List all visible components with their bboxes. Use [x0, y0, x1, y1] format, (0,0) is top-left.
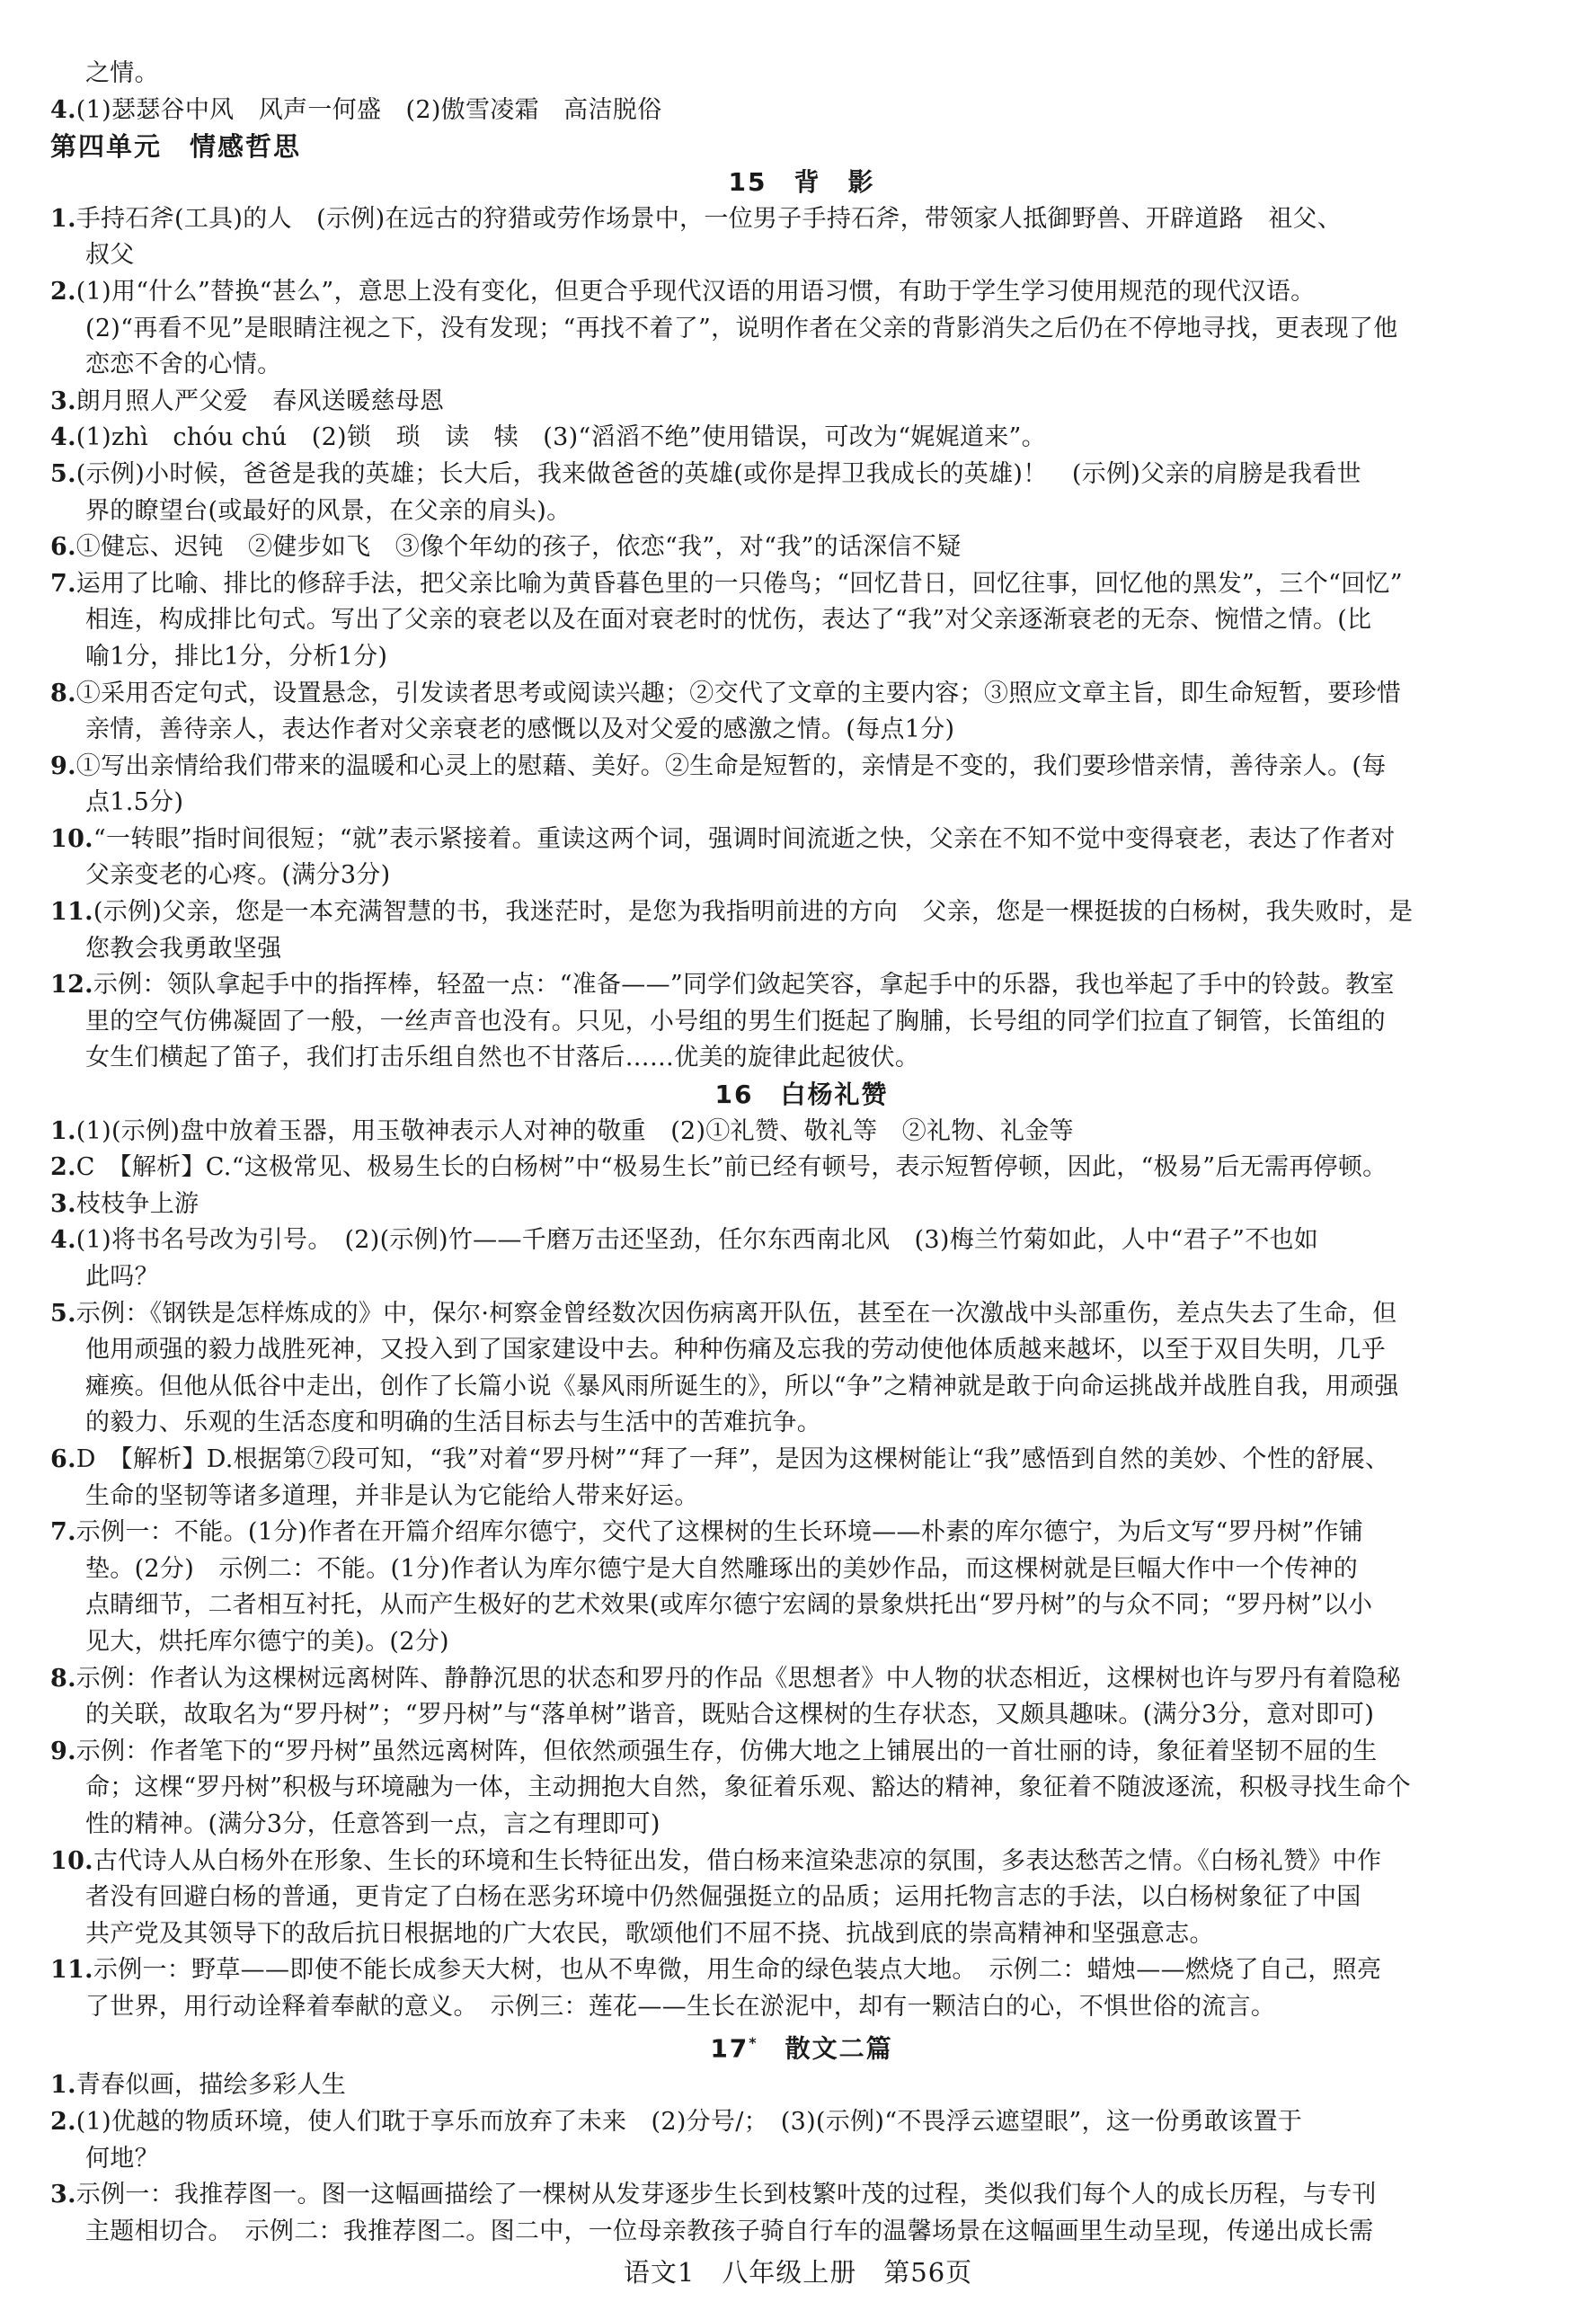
item-text: C 【解析】C.“这极常见、极易生长的白杨树”中“极易生长”前已经有顿号，表示短暂停顿，因此，“极易”后无需再停顿。: [75, 1153, 1388, 1182]
item-text: 叔父: [85, 241, 135, 270]
item-text: 相连，构成排比句式。写出了父亲的衰老以及在面对衰老时的忧伤，表达了“我”对父亲逐渐衰老的无奈、惋惜之情。(比: [85, 606, 1372, 635]
answer-continuation: [50, 1587, 1553, 1624]
item-number: 5.: [50, 459, 76, 488]
item-number: 10.: [50, 824, 93, 853]
item-text: (2)“再看不见”是眼睛注视之下，没有发现；“再找不着了”，说明作者在父亲的背影消失之后仍在不停地寻找，更表现了他: [85, 314, 1398, 342]
answer-item: [50, 2104, 1553, 2141]
item-number: 1.: [50, 204, 76, 233]
lesson-17-name: 散文二篇: [758, 2033, 893, 2064]
item-text: 运用了比喻、排比的修辞手法，把父亲比喻为黄昏暮色里的一只倦鸟；“回忆昔日，回忆往事，回忆他的黑发”，三个“回忆”: [75, 569, 1403, 598]
item-text: 枝枝争上游: [75, 1189, 200, 1218]
item-text: 朗月照人严父爱 春风送暖慈母恩: [75, 387, 445, 415]
item-text: 者没有回避白杨的普通，更肯定了白杨在恶劣环境中仍然倔强挺立的品质；运用托物言志的手法，以白杨树象征了中国: [85, 1883, 1361, 1912]
item-text: 性的精神。(满分3分，任意答到一点，言之有理即可): [85, 1809, 661, 1838]
answer-item: [50, 2177, 1553, 2214]
answer-item: [50, 274, 1553, 311]
item-text: 示例一：野草——即使不能长成参天大树，也从不卑微，用生命的绿色装点大地。 示例二：蜡烛——燃烧了自己，照亮: [93, 1956, 1382, 1985]
item-text: 何地？: [85, 2144, 159, 2173]
item-number: 3.: [50, 1189, 76, 1218]
item-text: 主题相切合。 示例二：我推荐图二。图二中，一位母亲教孩子骑自行车的温馨场景在这幅画里生动呈现，传递出成长需: [85, 2217, 1374, 2245]
item-text: “一转眼”指时间很短；“就”表示紧接着。重读这两个词，强调时间流逝之快，父亲在不知不觉中变得衰老，表达了作者对: [93, 824, 1396, 853]
answer-continuation: [50, 1369, 1553, 1406]
item-number: 6.: [50, 1444, 76, 1473]
item-text: (1)zhì chóu chú (2)锁 琐 读 犊 (3)“滔滔不绝”使用错误，可改为“娓娓道来”。: [75, 423, 1046, 452]
answer-item: [50, 566, 1553, 603]
item-text: ①健忘、迟钝 ②健步如飞 ③像个年幼的孩子，依恋“我”，对“我”的话深信不疑: [75, 533, 962, 562]
answer-item: [50, 457, 1553, 493]
answer-continuation: [50, 639, 1553, 676]
item-number: 7.: [50, 1518, 76, 1547]
item-text: 喻1分，排比1分，分析1分): [85, 642, 388, 671]
answer-item: [50, 749, 1553, 786]
item-number: 1.: [50, 2071, 76, 2100]
item-text: 点睛细节，二者相互衬托，从而产生极好的艺术效果(或库尔德宁宏阔的景象烘托出“罗丹树”的与众不同；“罗丹树”以小: [85, 1591, 1373, 1620]
answer-continuation: [50, 1332, 1553, 1369]
item-number: 4.: [50, 423, 76, 452]
item-number: 2.: [50, 2107, 76, 2136]
lesson-17-title: [50, 2025, 1553, 2067]
answer-item: [50, 1114, 1553, 1151]
answer-continuation: [50, 237, 1553, 274]
lesson-17-number: 17: [710, 2033, 749, 2064]
item-text: (1)(示例)盘中放着玉器，用玉敬神表示人对神的敬重 (2)①礼赞、敬礼等 ②礼物、礼金等: [75, 1116, 1074, 1145]
answer-item: [50, 2067, 1553, 2104]
item-text: 父亲变老的心疼。(满分3分): [85, 861, 391, 890]
item-number: 10.: [50, 1846, 93, 1875]
item-text: 示例：作者认为这棵树远离树阵、静静沉思的状态和罗丹的作品《思想者》中人物的状态相近，这棵树也许与罗丹有着隐秘: [75, 1664, 1401, 1693]
answer-continuation: [50, 1770, 1553, 1807]
item-text: 之情。: [85, 59, 159, 87]
item-number: 6.: [50, 533, 76, 562]
answer-continuation: [50, 493, 1553, 530]
item-text: 示例一：不能。(1分)作者在开篇介绍库尔德宁，交代了这棵树的生长环境——朴素的库尔德宁，为后文写“罗丹树”作铺: [75, 1518, 1364, 1547]
answer-continuation: [50, 347, 1553, 384]
item-text: 垫。(2分) 示例二：不能。(1分)作者认为库尔德宁是大自然雕琢出的美妙作品，而这棵树就是巨幅大作中一个传神的: [85, 1554, 1358, 1583]
item-text: 示例：领队拿起手中的指挥棒，轻盈一点：“准备——”同学们敛起笑容，拿起手中的乐器，我也举起了手中的铃鼓。教室: [93, 971, 1395, 1000]
item-text: 亲情，善待亲人，表达作者对父亲衰老的感慨以及对父爱的感激之情。(每点1分): [85, 715, 955, 744]
item-text: (1)优越的物质环境，使人们耽于享乐而放弃了未来 (2)分号/； (3)(示例)“不畏浮云遮望眼”，这一份勇敢该置于: [75, 2107, 1303, 2136]
answer-continuation: [50, 1989, 1553, 2026]
answer-item: [50, 529, 1553, 566]
optional-mark: *: [749, 2034, 758, 2052]
lesson-16-answers: [50, 1114, 1553, 2026]
item-number: 5.: [50, 1299, 76, 1328]
answer-item: [50, 894, 1553, 931]
answer-item: [50, 1734, 1553, 1771]
item-number: 8.: [50, 679, 76, 707]
answer-continuation: [50, 311, 1553, 348]
answer-item: [50, 967, 1553, 1004]
answer-item: [50, 1515, 1553, 1551]
item-number: 11.: [50, 1956, 93, 1985]
answer-continuation: [50, 1405, 1553, 1442]
item-text: 共产党及其领导下的敌后抗日根据地的广大农民，歌颂他们不屈不挠、抗战到底的崇高精神和坚强意志。: [85, 1919, 1214, 1948]
item-number: 3.: [50, 387, 76, 415]
answer-continuation: [50, 1004, 1553, 1041]
item-text: D 【解析】D.根据第⑦段可知，“我”对着“罗丹树”“拜了一拜”，是因为这棵树能让“我”感悟到自然的美妙、个性的舒展、: [75, 1444, 1390, 1473]
item-text: 此吗？: [85, 1263, 159, 1291]
item-text: 的关联，故取名为“罗丹树”；“罗丹树”与“落单树”谐音，既贴合这棵树的生存状态，又颇具趣味。(满分3分，意对即可): [85, 1701, 1375, 1729]
item-number: 4.: [50, 95, 76, 124]
answer-item: [50, 420, 1553, 457]
lesson-15-title: 15 背 影: [728, 167, 875, 198]
answer-item: [50, 201, 1553, 238]
answer-continuation: [50, 1040, 1553, 1077]
answer-continuation: [50, 1624, 1553, 1661]
item-text: 的毅力、乐观的生活态度和明确的生活目标去与生活中的苦难抗争。: [85, 1409, 821, 1437]
item-text: 他用顽强的毅力战胜死神，又投入到了国家建设中去。种种伤痛及忘我的劳动使他体质越来越坏，以至于双目失明，几乎: [85, 1336, 1386, 1364]
item-text: 见大，烘托库尔德宁的美)。(2分): [85, 1627, 449, 1656]
item-text: (1)用“什么”替换“甚么”，意思上没有变化，但更合乎现代汉语的用语习惯，有助于学生学习使用规范的现代汉语。: [75, 277, 1316, 306]
answer-item: [50, 676, 1553, 713]
item-number: 1.: [50, 1116, 76, 1145]
item-text: 示例：《钢铁是怎样炼成的》中，保尔·柯察金曾经数次因伤病离开队伍，甚至在一次激战中头部重伤，差点失去了生命，但: [75, 1299, 1397, 1328]
previous-unit-tail: [50, 56, 1553, 129]
answer-item: [50, 1296, 1553, 1333]
item-number: 9.: [50, 751, 76, 780]
item-text: 手持石斧(工具)的人 (示例)在远古的狩猎或劳作场景中，一位男子手持石斧，带领家人抵御野兽、开辟道路 祖父、: [75, 204, 1343, 233]
answer-continuation: [50, 56, 1553, 93]
item-text: 示例一：我推荐图一。图一这幅画描绘了一棵树从发芽逐步生长到枝繁叶茂的过程，类似我们每个人的成长历程，与专刊: [75, 2181, 1377, 2209]
item-number: 9.: [50, 1737, 76, 1765]
answer-item: [50, 384, 1553, 421]
item-text: ①写出亲情给我们带来的温暖和心灵上的慰藉、美好。②生命是短暂的，亲情是不变的，我们要珍惜亲情，善待亲人。(每: [75, 751, 1387, 780]
answer-continuation: [50, 1259, 1553, 1296]
item-text: (1)瑟瑟谷中风 风声一何盛 (2)傲雪凌霜 高洁脱俗: [75, 95, 662, 124]
item-text: 点1.5分): [85, 788, 184, 817]
item-text: 古代诗人从白杨外在形象、生长的环境和生长特征出发，借白杨来渲染悲凉的氛围，多表达愁苦之情。《白杨礼赞》中作: [93, 1846, 1382, 1875]
lesson-17-answers: [50, 2067, 1553, 2250]
item-text: 女生们横起了笛子，我们打击乐组自然也不甘落后……优美的旋律此起彼伏。: [85, 1044, 920, 1072]
item-text: 瘫痪。但他从低谷中走出，创作了长篇小说《暴风雨所诞生的》，所以“争”之精神就是敢于向命运挑战并战胜自我，用顽强: [85, 1372, 1399, 1400]
item-number: 2.: [50, 277, 76, 306]
item-text: (示例)父亲，您是一本充满智慧的书，我迷茫时，是您为我指明前进的方向 父亲，您是一棵挺拔的白杨树，我失败时，是: [93, 898, 1414, 927]
item-text: 恋恋不舍的心情。: [85, 351, 282, 379]
answer-continuation: [50, 1697, 1553, 1734]
page-footer: 语文1 八年级上册 第56页: [623, 2257, 973, 2288]
item-text: 里的空气仿佛凝固了一般，一丝声音也没有。只见，小号组的男生们挺起了胸脯，长号组的同学们拉直了铜管，长笛组的: [85, 1007, 1386, 1035]
answer-continuation: [50, 1916, 1553, 1953]
answer-item: [50, 1150, 1553, 1187]
answer-continuation: [50, 1551, 1553, 1588]
item-text: 示例：作者笔下的“罗丹树”虽然远离树阵，但依然顽强生存，仿佛大地之上铺展出的一首壮丽的诗，象征着坚韧不屈的生: [75, 1737, 1378, 1765]
answer-item: [50, 93, 1553, 129]
answer-continuation: [50, 785, 1553, 822]
item-text: (1)将书名号改为引号。 (2)(示例)竹——千磨万击还坚劲，任尔东西南北风 (3)梅兰竹菊如此，人中“君子”不也如: [75, 1226, 1319, 1255]
answer-continuation: [50, 712, 1553, 749]
unit-title: 第四单元 情感哲思: [50, 131, 302, 163]
answer-continuation: [50, 858, 1553, 894]
answer-item: [50, 822, 1553, 858]
lesson-15-answers: [50, 201, 1553, 1077]
item-number: 7.: [50, 569, 76, 598]
item-text: 了世界，用行动诠释着奉献的意义。 示例三：莲花——生长在淤泥中，却有一颗洁白的心，不惧世俗的流言。: [85, 1992, 1276, 2021]
item-text: 生命的坚韧等诸多道理，并非是认为它能给人带来好运。: [85, 1481, 699, 1510]
item-text: 青春似画，描绘多彩人生: [75, 2071, 347, 2100]
answer-continuation: [50, 931, 1553, 968]
answer-item: [50, 1844, 1553, 1880]
answer-item: [50, 1442, 1553, 1479]
item-text: (示例)小时候，爸爸是我的英雄；长大后，我来做爸爸的英雄(或你是捍卫我成长的英雄)！ (示例)父亲的肩膀是我看世: [75, 459, 1361, 488]
answer-item: [50, 1952, 1553, 1989]
answer-item: [50, 1222, 1553, 1259]
answer-continuation: [50, 2141, 1553, 2178]
answer-continuation: [50, 1880, 1553, 1916]
answer-continuation: [50, 1479, 1553, 1515]
answer-item: [50, 1187, 1553, 1223]
item-number: 12.: [50, 971, 93, 1000]
item-text: 命；这棵“罗丹树”积极与环境融为一体，主动拥抱大自然，象征着乐观、豁达的精神，象征着不随波逐流，积极寻找生命个: [85, 1773, 1412, 1802]
item-number: 2.: [50, 1153, 76, 1182]
item-number: 11.: [50, 898, 93, 927]
item-number: 4.: [50, 1226, 76, 1255]
item-text: 界的瞭望台(或最好的风景，在父亲的肩头)。: [85, 496, 572, 525]
lesson-16-title: 16 白杨礼赞: [714, 1080, 889, 1110]
item-text: 您教会我勇敢坚强: [85, 934, 282, 963]
answer-continuation: [50, 602, 1553, 639]
answer-continuation: [50, 2214, 1553, 2251]
item-text: ①采用否定句式，设置悬念，引发读者思考或阅读兴趣；②交代了文章的主要内容；③照应文章主旨，即生命短暂，要珍惜: [75, 679, 1401, 707]
item-number: 3.: [50, 2181, 76, 2209]
answer-continuation: [50, 1807, 1553, 1844]
answer-item: [50, 1661, 1553, 1698]
item-number: 8.: [50, 1664, 76, 1693]
